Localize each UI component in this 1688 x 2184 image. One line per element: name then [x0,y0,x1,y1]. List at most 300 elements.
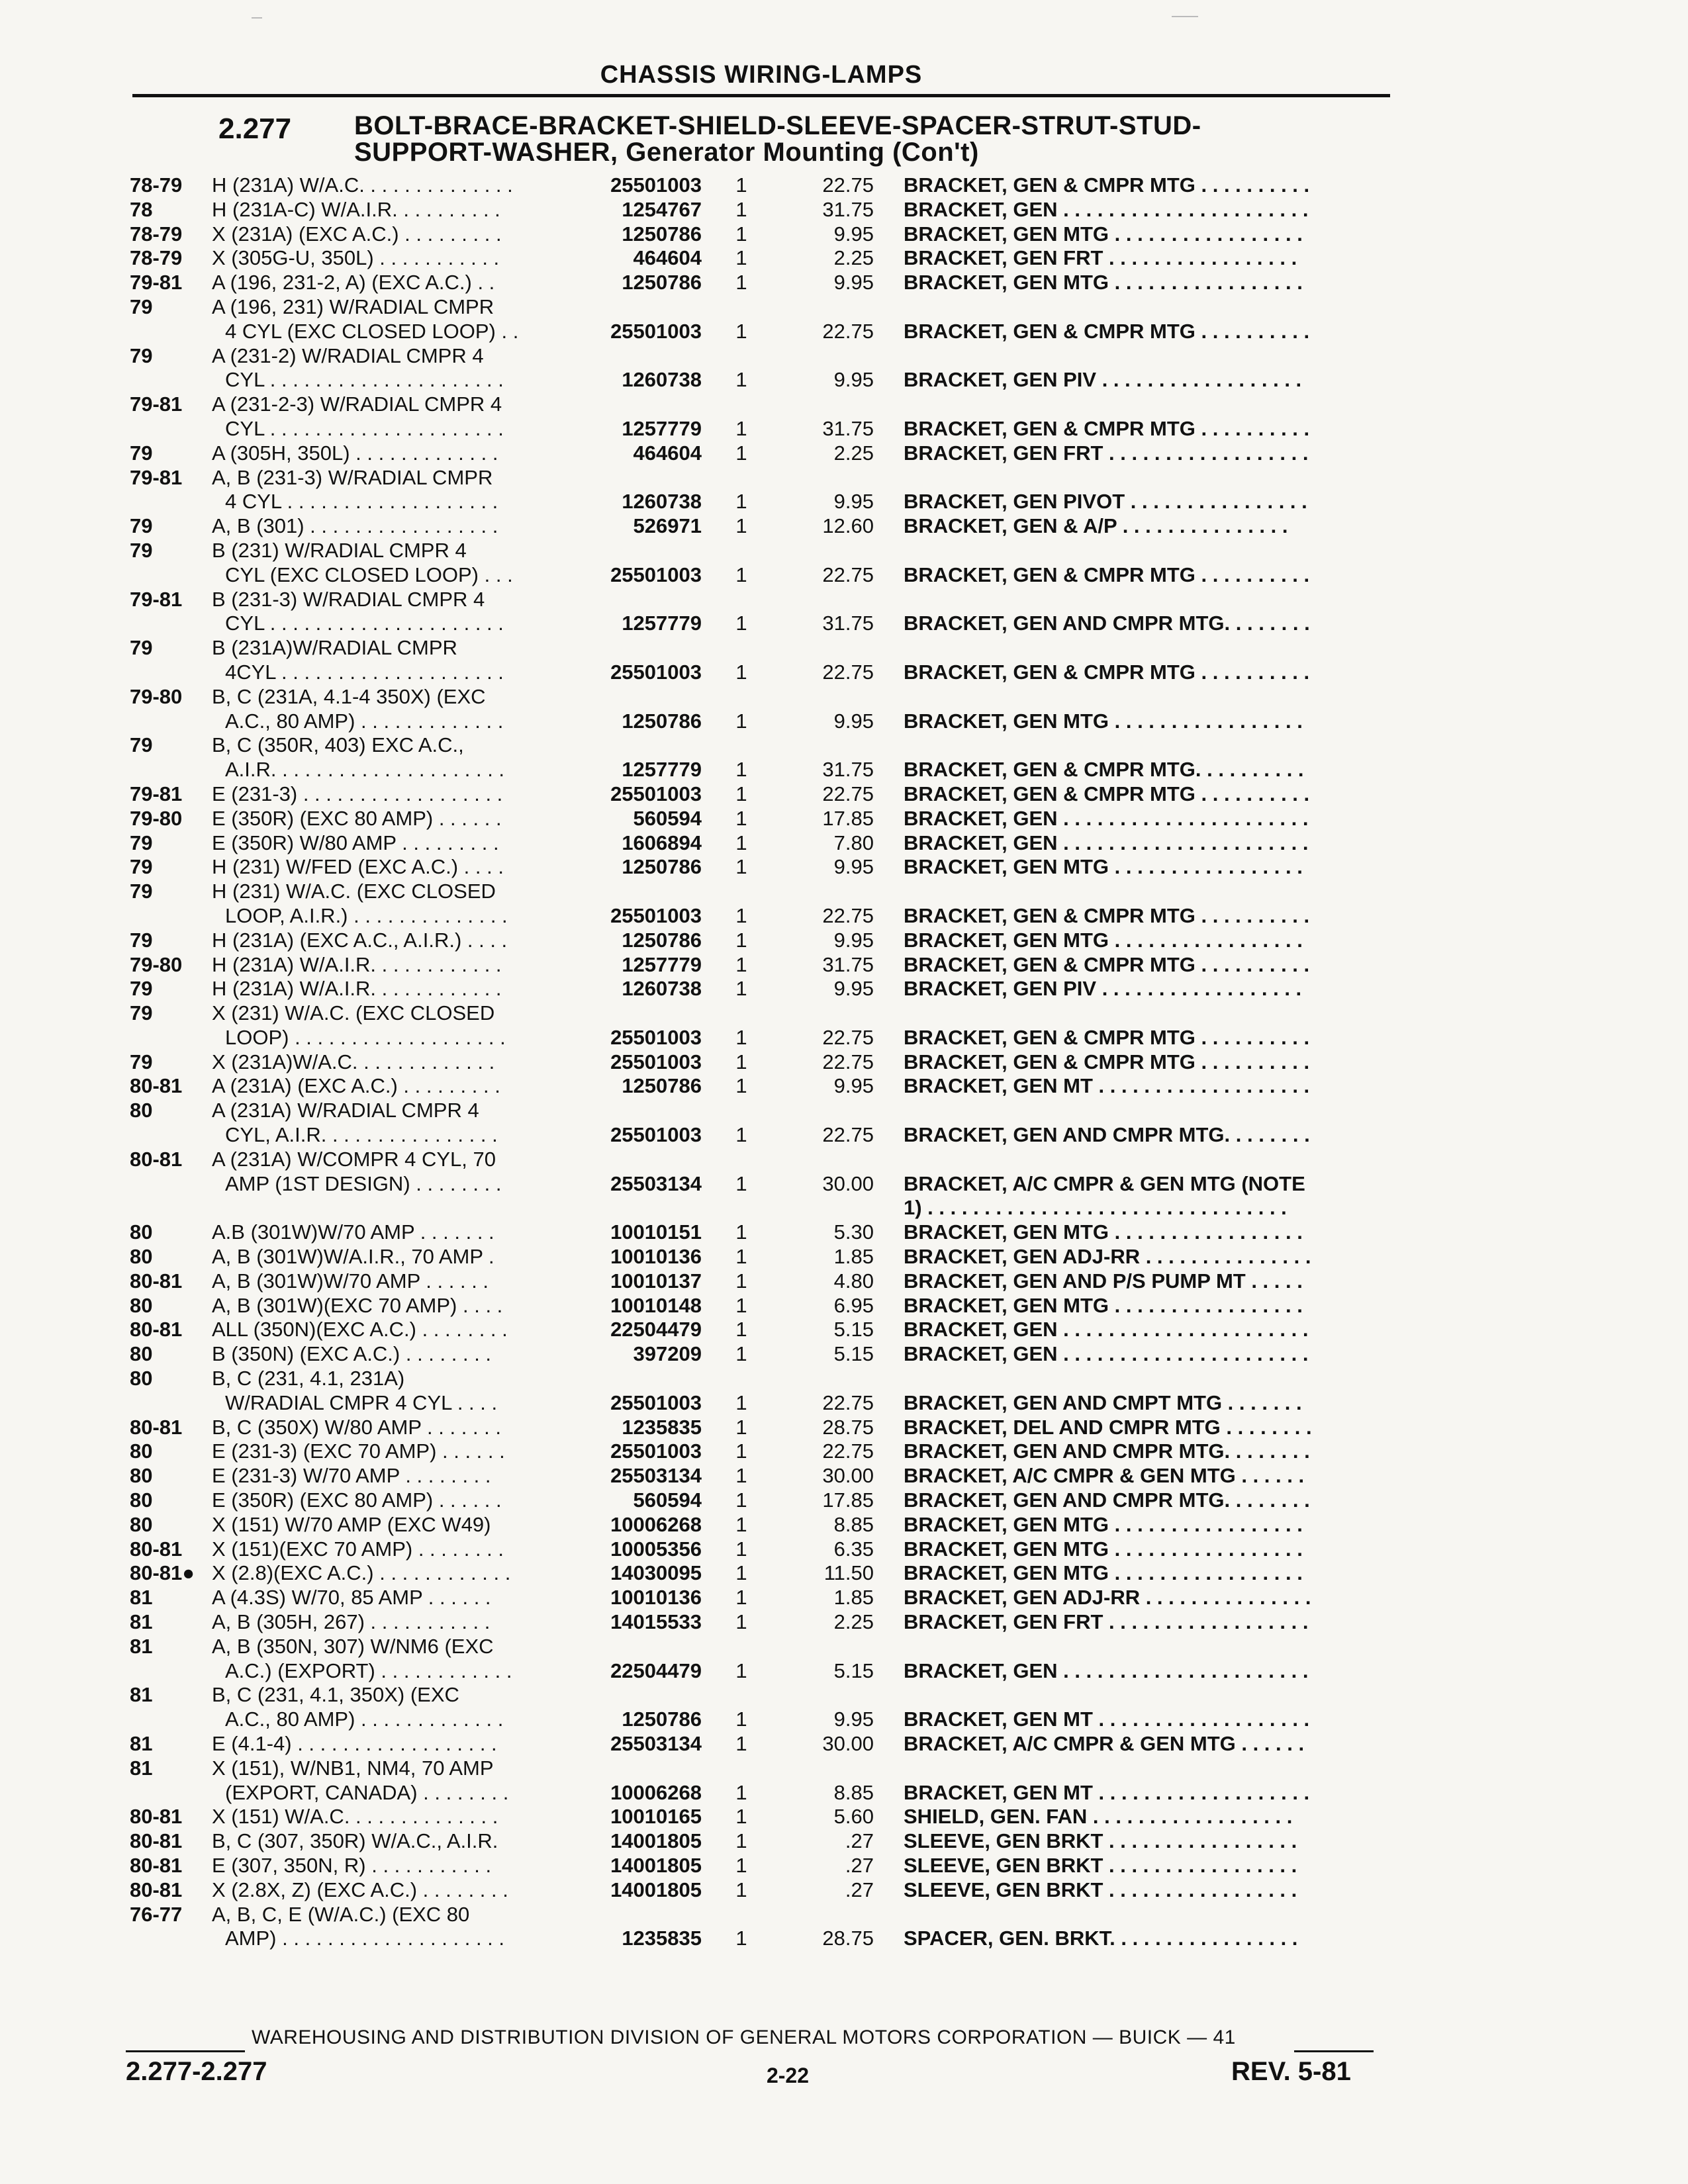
part-number: 1257779 [622,612,702,635]
table-row [0,758,1688,782]
table-row [0,612,1688,636]
model-year: 81 [130,1586,153,1610]
model-year: 79 [130,1001,153,1025]
part-name: BRACKET, GEN AND CMPR MTG. . . . . . . . [904,1488,1310,1512]
application-description: X (231A)W/A.C. . . . . . . . . . . . . [212,1050,495,1073]
part-name: BRACKET, GEN AND P/S PUMP MT . . . . . [904,1269,1303,1293]
quantity: 1 [735,782,747,805]
application-description: X (151) W/70 AMP (EXC W49) [212,1512,491,1536]
quantity: 1 [735,1853,747,1877]
table-row [0,1513,1688,1537]
price: 5.30 [833,1220,874,1244]
quantity: 1 [735,1732,747,1755]
application-description: E (4.1-4) . . . . . . . . . . . . . . . . . . [212,1732,497,1755]
application-description: CYL . . . . . . . . . . . . . . . . . . . . . [225,368,504,392]
section-number: 2.277 [218,113,292,145]
application-description: A.I.R. . . . . . . . . . . . . . . . . . . . . [225,758,505,782]
model-year: 81 [130,1683,153,1707]
part-name: BRACKET, GEN MT . . . . . . . . . . . . . . . . . . . [904,1780,1310,1804]
part-name: SLEEVE, GEN BRKT . . . . . . . . . . . . . . . . . [904,1878,1297,1901]
quantity: 1 [735,1074,747,1098]
part-number: 25501003 [610,1025,702,1049]
quantity: 1 [735,612,747,635]
part-name: BRACKET, GEN ADJ-RR . . . . . . . . . . . . . . . [904,1586,1311,1610]
model-year: 80 [130,1245,153,1269]
header-rule [132,94,1390,97]
application-description: A.B (301W)W/70 AMP . . . . . . . [212,1220,494,1244]
model-year: 79 [130,514,153,538]
application-description: W/RADIAL CMPR 4 CYL . . . . [225,1390,498,1414]
part-number: 25501003 [610,903,702,927]
application-description: X (231) W/A.C. (EXC CLOSED [212,1001,495,1025]
price: 8.85 [833,1780,874,1804]
application-description: 4CYL . . . . . . . . . . . . . . . . . . . . [225,660,504,684]
table-row [0,1537,1688,1562]
price: 9.95 [833,271,874,295]
application-description: B, C (350R, 403) EXC A.C., [212,733,464,757]
price: 2.25 [833,441,874,465]
table-row [0,1805,1688,1829]
price: 22.75 [822,1025,874,1049]
part-number: 14030095 [610,1561,702,1585]
application-description: AMP (1ST DESIGN) . . . . . . . . [225,1171,502,1195]
model-year: 80 [130,1439,153,1463]
table-row [0,831,1688,856]
model-year: 79-80 [130,952,183,976]
part-name: BRACKET, GEN . . . . . . . . . . . . . . . . . . . . . . [904,197,1309,221]
table-row [0,1756,1688,1781]
footer-publisher: WAREHOUSING AND DISTRIBUTION DIVISION OF GENERAL MOTORS CORPORATION — BUICK — 41 [252,2026,1236,2048]
part-number: 1250786 [622,928,702,952]
part-number: 25501003 [610,1123,702,1147]
price: 22.75 [822,1390,874,1414]
table-row [0,246,1688,271]
model-year: 79 [130,928,153,952]
model-year: 80-81 [130,1537,183,1561]
application-description: B (231-3) W/RADIAL CMPR 4 [212,587,485,611]
model-year: 80 [130,1464,153,1488]
model-year: 80-81● [130,1561,195,1585]
application-description: B, C (350X) W/80 AMP . . . . . . . [212,1415,502,1439]
quantity: 1 [735,660,747,684]
model-year: 80 [130,1342,153,1366]
part-number: 10010137 [610,1269,702,1293]
quantity: 1 [735,1659,747,1682]
price: 17.85 [822,806,874,830]
quantity: 1 [735,514,747,538]
quantity: 1 [735,806,747,830]
table-row [0,807,1688,831]
part-number: 14015533 [610,1610,702,1634]
price: 22.75 [822,1439,874,1463]
table-row [0,1050,1688,1075]
table-row [0,1683,1688,1707]
table-row [0,1099,1688,1123]
model-year: 80-81 [130,1853,183,1877]
application-description: B, C (231, 4.1, 231A) [212,1367,405,1390]
part-number: 1257779 [622,952,702,976]
application-description: A (231-2-3) W/RADIAL CMPR 4 [212,392,502,416]
part-number: 22504479 [610,1318,702,1342]
part-name: BRACKET, GEN MTG . . . . . . . . . . . . . . . . . [904,855,1303,879]
model-year: 80 [130,1220,153,1244]
table-row [0,1001,1688,1026]
table-row [0,1367,1688,1391]
price: 5.15 [833,1342,874,1366]
table-row [0,733,1688,758]
part-name: BRACKET, GEN PIVOT . . . . . . . . . . . . . . . . [904,490,1307,514]
model-year: 79-81 [130,782,183,805]
model-year: 79 [130,295,153,318]
part-number: 10010136 [610,1245,702,1269]
application-description: H (231) W/A.C. (EXC CLOSED [212,880,496,903]
part-name: BRACKET, GEN PIV . . . . . . . . . . . . . . . . . . [904,368,1302,392]
part-name: BRACKET, GEN AND CMPR MTG. . . . . . . . [904,1123,1310,1147]
price: 9.95 [833,1074,874,1098]
part-number: 10010165 [610,1805,702,1829]
model-year: 78-79 [130,222,183,246]
section-title [354,113,1387,165]
quantity: 1 [735,1780,747,1804]
model-year: 81 [130,1634,153,1658]
quantity: 1 [735,1025,747,1049]
quantity: 1 [735,1050,747,1073]
application-description: B (350N) (EXC A.C.) . . . . . . . . [212,1342,492,1366]
price: 12.60 [822,514,874,538]
quantity: 1 [735,1464,747,1488]
part-number: 464604 [633,246,702,270]
application-description: A (305H, 350L) . . . . . . . . . . . . . [212,441,498,465]
part-number: 560594 [633,806,702,830]
application-description: X (151), W/NB1, NM4, 70 AMP [212,1756,494,1780]
price: 9.95 [833,368,874,392]
quantity: 1 [735,1829,747,1853]
quantity: 1 [735,1512,747,1536]
part-number: 464604 [633,441,702,465]
application-description: H (231A) W/A.I.R. . . . . . . . . . . . [212,977,502,1001]
table-row [0,880,1688,904]
application-description: LOOP, A.I.R.) . . . . . . . . . . . . . . [225,903,508,927]
part-number: 25503134 [610,1464,702,1488]
part-name: BRACKET, GEN & CMPR MTG . . . . . . . . . . [904,173,1310,197]
application-description: H (231A) W/A.I.R. . . . . . . . . . . . [212,952,502,976]
model-year: 78 [130,197,153,221]
application-description: B, C (307, 350R) W/A.C., A.I.R. [212,1829,498,1853]
application-description: H (231A-C) W/A.I.R. . . . . . . . . . [212,197,500,221]
part-number: 1257779 [622,758,702,782]
part-name: BRACKET, GEN AND CMPR MTG. . . . . . . . [904,612,1310,635]
application-description: A, B (301W)(EXC 70 AMP) . . . . [212,1293,503,1317]
table-row [0,1903,1688,1927]
model-year: 79-80 [130,684,183,708]
part-number: 1257779 [622,416,702,440]
quantity: 1 [735,831,747,854]
part-number: 14001805 [610,1878,702,1901]
quantity: 1 [735,222,747,246]
table-row [0,1439,1688,1464]
table-row [0,466,1688,490]
application-description: CYL . . . . . . . . . . . . . . . . . . . . . [225,612,504,635]
part-number: 25501003 [610,319,702,343]
price: 30.00 [822,1732,874,1755]
quantity: 1 [735,416,747,440]
model-year: 79 [130,441,153,465]
part-number: 25503134 [610,1171,702,1195]
table-row [0,1416,1688,1440]
quantity: 1 [735,903,747,927]
price: 2.25 [833,246,874,270]
part-number: 1250786 [622,1707,702,1731]
part-number: 1250786 [622,222,702,246]
price: 31.75 [822,758,874,782]
table-row [0,271,1688,295]
part-number: 25501003 [610,1050,702,1073]
table-row [0,1196,1688,1220]
part-name: SLEEVE, GEN BRKT . . . . . . . . . . . . . . . . . [904,1829,1297,1853]
footer-rule-right [1294,2050,1374,2052]
part-name: BRACKET, GEN MTG . . . . . . . . . . . . . . . . . [904,928,1303,952]
application-description: A (231A) W/RADIAL CMPR 4 [212,1099,479,1122]
quantity: 1 [735,1439,747,1463]
price: 22.75 [822,1050,874,1073]
table-row [0,660,1688,685]
table-row [0,685,1688,709]
application-description: A (231-2) W/RADIAL CMPR 4 [212,343,484,367]
part-name: BRACKET, GEN . . . . . . . . . . . . . . . . . . . . . . [904,1318,1309,1342]
model-year: 79 [130,538,153,562]
part-name: BRACKET, GEN FRT . . . . . . . . . . . . . . . . . [904,246,1297,270]
table-row [0,295,1688,320]
application-description: E (350R) (EXC 80 AMP) . . . . . . [212,1488,502,1512]
price: 22.75 [822,782,874,805]
part-name: BRACKET, GEN MTG . . . . . . . . . . . . . . . . . [904,222,1303,246]
quantity: 1 [735,977,747,1001]
application-description: X (2.8X, Z) (EXC A.C.) . . . . . . . . [212,1878,508,1901]
table-row [0,173,1688,198]
application-description: A, B (301W)W/A.I.R., 70 AMP . [212,1245,494,1269]
application-description: B, C (231A, 4.1-4 350X) (EXC [212,684,486,708]
price: 8.85 [833,1512,874,1536]
application-description: A, B, C, E (W/A.C.) (EXC 80 [212,1902,470,1926]
part-number: 1250786 [622,855,702,879]
part-name: BRACKET, GEN MTG . . . . . . . . . . . . . . . . . [904,1512,1303,1536]
part-name: BRACKET, GEN & CMPR MTG . . . . . . . . . . [904,416,1310,440]
model-year: 80 [130,1367,153,1390]
table-row [0,1586,1688,1610]
table-row [0,344,1688,369]
application-description: H (231) W/FED (EXC A.C.) . . . . [212,855,504,879]
table-row [0,1220,1688,1245]
part-number: 1235835 [622,1415,702,1439]
quantity: 1 [735,855,747,879]
price: .27 [845,1853,874,1877]
price: 6.35 [833,1537,874,1561]
price: 30.00 [822,1171,874,1195]
part-number: 10010136 [610,1586,702,1610]
table-row [0,1707,1688,1732]
application-description: 4 CYL (EXC CLOSED LOOP) . . [225,319,519,343]
part-name: BRACKET, A/C CMPR & GEN MTG . . . . . . [904,1732,1305,1755]
application-description: A (196, 231) W/RADIAL CMPR [212,295,494,318]
table-row [0,1610,1688,1635]
application-description: A, B (301W)W/70 AMP . . . . . . [212,1269,489,1293]
part-name: BRACKET, GEN & CMPR MTG . . . . . . . . . . [904,782,1310,805]
quantity: 1 [735,1123,747,1147]
table-row [0,514,1688,539]
price: 11.50 [823,1561,874,1585]
quantity: 1 [735,1220,747,1244]
price: 9.95 [833,928,874,952]
table-row [0,1878,1688,1903]
application-description: B (231) W/RADIAL CMPR 4 [212,538,467,562]
application-description: E (231-3) W/70 AMP . . . . . . . . [212,1464,491,1488]
table-row [0,1829,1688,1854]
table-row [0,1464,1688,1488]
table-row [0,1781,1688,1805]
application-description: X (151) W/A.C. . . . . . . . . . . . . . [212,1805,498,1829]
price: .27 [845,1878,874,1901]
model-year: 80 [130,1488,153,1512]
table-row [0,563,1688,588]
part-name: BRACKET, GEN MTG . . . . . . . . . . . . . . . . . [904,1293,1303,1317]
quantity: 1 [735,319,747,343]
model-year: 79-81 [130,392,183,416]
quantity: 1 [735,1586,747,1610]
part-number: 10005356 [610,1537,702,1561]
table-row [0,904,1688,929]
quantity: 1 [735,197,747,221]
part-name: BRACKET, GEN & CMPR MTG . . . . . . . . . . [904,660,1310,684]
model-year: 80-81 [130,1829,183,1853]
price: 7.80 [833,831,874,854]
table-row [0,953,1688,978]
part-name: BRACKET, GEN . . . . . . . . . . . . . . . . . . . . . . [904,1342,1309,1366]
quantity: 1 [735,173,747,197]
quantity: 1 [735,368,747,392]
part-number: 25501003 [610,173,702,197]
table-row [0,222,1688,247]
price: 5.15 [833,1318,874,1342]
table-row [0,198,1688,222]
part-name: BRACKET, GEN MT . . . . . . . . . . . . . . . . . . . [904,1074,1310,1098]
model-year: 81 [130,1732,153,1755]
application-description: A (196, 231-2, A) (EXC A.C.) . . [212,271,495,295]
part-number: 1260738 [622,490,702,514]
footer-section-range: 2.277-2.277 [126,2057,267,2086]
price: 28.75 [822,1927,874,1950]
application-description: CYL (EXC CLOSED LOOP) . . . [225,563,513,586]
application-description: E (307, 350N, R) . . . . . . . . . . . [212,1853,492,1877]
page-header: CHASSIS WIRING-LAMPS [600,61,923,89]
table-row [0,1854,1688,1878]
model-year: 79 [130,855,153,879]
part-name: BRACKET, GEN & CMPR MTG . . . . . . . . . . [904,903,1310,927]
table-row [0,1123,1688,1148]
table-row [0,1172,1688,1197]
application-description: E (350R) W/80 AMP . . . . . . . . . [212,831,499,854]
table-row [0,539,1688,563]
part-name: BRACKET, GEN FRT . . . . . . . . . . . . . . . . . . [904,1610,1309,1634]
part-name: BRACKET, GEN MTG . . . . . . . . . . . . . . . . . [904,1561,1303,1585]
application-description: (EXPORT, CANADA) . . . . . . . . [225,1780,509,1804]
parts-list [0,173,1688,1951]
table-row [0,417,1688,441]
table-row [0,1318,1688,1342]
part-name: BRACKET, GEN AND CMPT MTG . . . . . . . [904,1390,1302,1414]
quantity: 1 [735,441,747,465]
application-description: X (305G-U, 350L) . . . . . . . . . . . [212,246,500,270]
model-year: 78-79 [130,173,183,197]
application-description: CYL, A.I.R. . . . . . . . . . . . . . . . [225,1123,498,1147]
table-row [0,1927,1688,1951]
part-number: 10006268 [610,1512,702,1536]
application-description: A.C., 80 AMP) . . . . . . . . . . . . . [225,709,504,733]
table-row [0,1488,1688,1513]
model-year: 79 [130,733,153,757]
model-year: 81 [130,1756,153,1780]
model-year: 79-81 [130,465,183,489]
table-row [0,1148,1688,1172]
part-name: BRACKET, GEN & CMPR MTG. . . . . . . . . . [904,758,1304,782]
price: .27 [845,1829,874,1853]
table-row [0,1342,1688,1367]
price: 22.75 [822,319,874,343]
part-number: 1606894 [622,831,702,854]
part-name: BRACKET, A/C CMPR & GEN MTG . . . . . . [904,1464,1305,1488]
section-title-line1: BOLT-BRACE-BRACKET-SHIELD-SLEEVE-SPACER-STRUT-STUD- [354,111,1201,140]
price: 22.75 [822,660,874,684]
model-year: 79 [130,343,153,367]
application-description: ALL (350N)(EXC A.C.) . . . . . . . . [212,1318,508,1342]
model-year: 80 [130,1293,153,1317]
part-name: SHIELD, GEN. FAN . . . . . . . . . . . . . . . . . . [904,1805,1293,1829]
quantity: 1 [735,1269,747,1293]
part-number: 10006268 [610,1780,702,1804]
part-number: 25503134 [610,1732,702,1755]
part-name: SLEEVE, GEN BRKT . . . . . . . . . . . . . . . . . [904,1853,1297,1877]
table-row [0,1294,1688,1318]
quantity: 1 [735,1927,747,1950]
model-year: 79 [130,977,153,1001]
table-row [0,855,1688,880]
part-name: BRACKET, GEN AND CMPR MTG. . . . . . . . [904,1439,1310,1463]
part-number: 397209 [633,1342,702,1366]
application-description: 4 CYL . . . . . . . . . . . . . . . . . . . [225,490,498,514]
quantity: 1 [735,246,747,270]
model-year: 80-81 [130,1318,183,1342]
model-year: 80-81 [130,1269,183,1293]
table-row [0,320,1688,344]
part-number: 526971 [633,514,702,538]
table-row [0,1732,1688,1756]
part-name: BRACKET, GEN & CMPR MTG . . . . . . . . . . [904,563,1310,586]
price: 9.95 [833,855,874,879]
part-name: BRACKET, GEN MTG . . . . . . . . . . . . . . . . . [904,1537,1303,1561]
quantity: 1 [735,563,747,586]
part-number: 1254767 [622,197,702,221]
section-title-line2: SUPPORT-WASHER, Generator Mounting (Con't) [354,138,979,167]
quantity: 1 [735,928,747,952]
part-name: BRACKET, GEN MTG . . . . . . . . . . . . . . . . . [904,1220,1303,1244]
part-number: 25501003 [610,563,702,586]
application-description: E (231-3) . . . . . . . . . . . . . . . . . . [212,782,503,805]
application-description: A.C.) (EXPORT) . . . . . . . . . . . . [225,1659,512,1682]
table-row [0,709,1688,734]
application-description: X (231A) (EXC A.C.) . . . . . . . . . [212,222,502,246]
price: 9.95 [833,709,874,733]
quantity: 1 [735,1707,747,1731]
part-name: 1) . . . . . . . . . . . . . . . . . . . . . . . . . . . . . . . . [904,1196,1287,1220]
